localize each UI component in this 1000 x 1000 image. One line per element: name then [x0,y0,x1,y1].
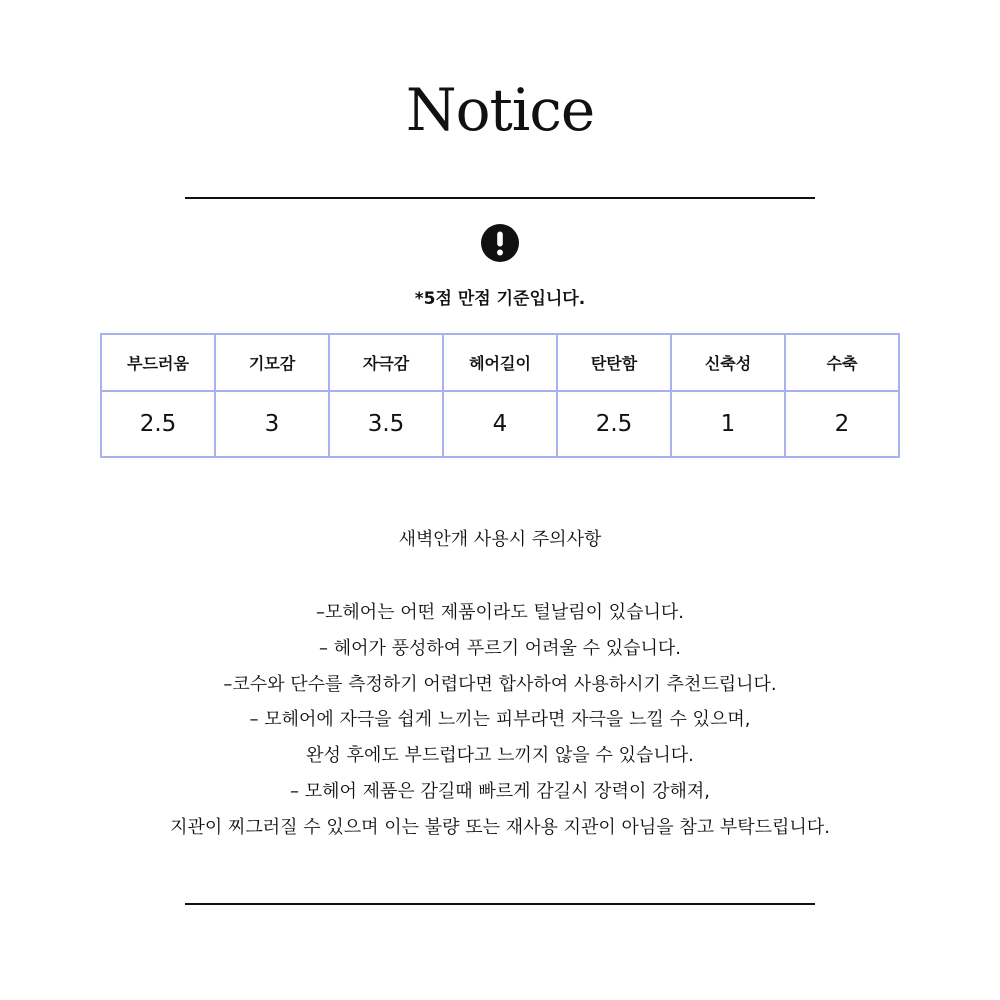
column-header-elasticity: 신축성 [671,334,785,391]
value-softness: 2.5 [101,391,215,457]
caution-line: – 헤어가 풍성하여 푸르기 어려울 수 있습니다. [318,637,682,659]
column-header-shrinkage: 수축 [785,334,899,391]
caution-title: 새벽안개 사용시 주의사항 [398,529,602,550]
caution-line: 완성 후에도 부드럽다고 느끼지 않을 수 있습니다. [306,745,694,767]
value-irritation: 3.5 [329,391,443,457]
value-hair-length: 4 [443,391,557,457]
ratings-value-row [101,391,899,457]
column-header-irritation: 자극감 [329,334,443,391]
column-header-softness: 부드러움 [101,334,215,391]
caution-line: –코수와 단수를 측정하기 어렵다면 합사하여 사용하시기 추천드립니다. [223,673,777,695]
page-title: Notice [405,76,595,144]
column-header-brushed-feel: 기모감 [215,334,329,391]
caution-line: –모헤어는 어떤 제품이라도 털날림이 있습니다. [316,602,684,623]
bottom-divider [185,903,815,905]
exclamation-circle-icon [481,224,519,262]
caution-line: – 모헤어에 자극을 쉽게 느끼는 피부라면 자극을 느낄 수 있으며, [249,709,751,731]
value-brushed-feel: 3 [215,391,329,457]
value-elasticity: 1 [671,391,785,457]
column-header-firmness: 탄탄함 [557,334,671,391]
ratings-header-row [101,334,899,391]
caution-list [0,595,1000,846]
caution-line: 지관이 찌그러질 수 있으며 이는 불량 또는 재사용 지관이 아님을 참고 부탁드립니다. [170,816,830,838]
column-header-hair-length: 헤어길이 [443,334,557,391]
caution-line: – 모헤어 제품은 감길때 빠르게 감길시 장력이 강해져, [290,780,710,802]
value-shrinkage: 2 [785,391,899,457]
value-firmness: 2.5 [557,391,671,457]
ratings-table [100,333,900,458]
scale-note: *5점 만점 기준입니다. [414,289,586,309]
top-divider [185,197,815,199]
